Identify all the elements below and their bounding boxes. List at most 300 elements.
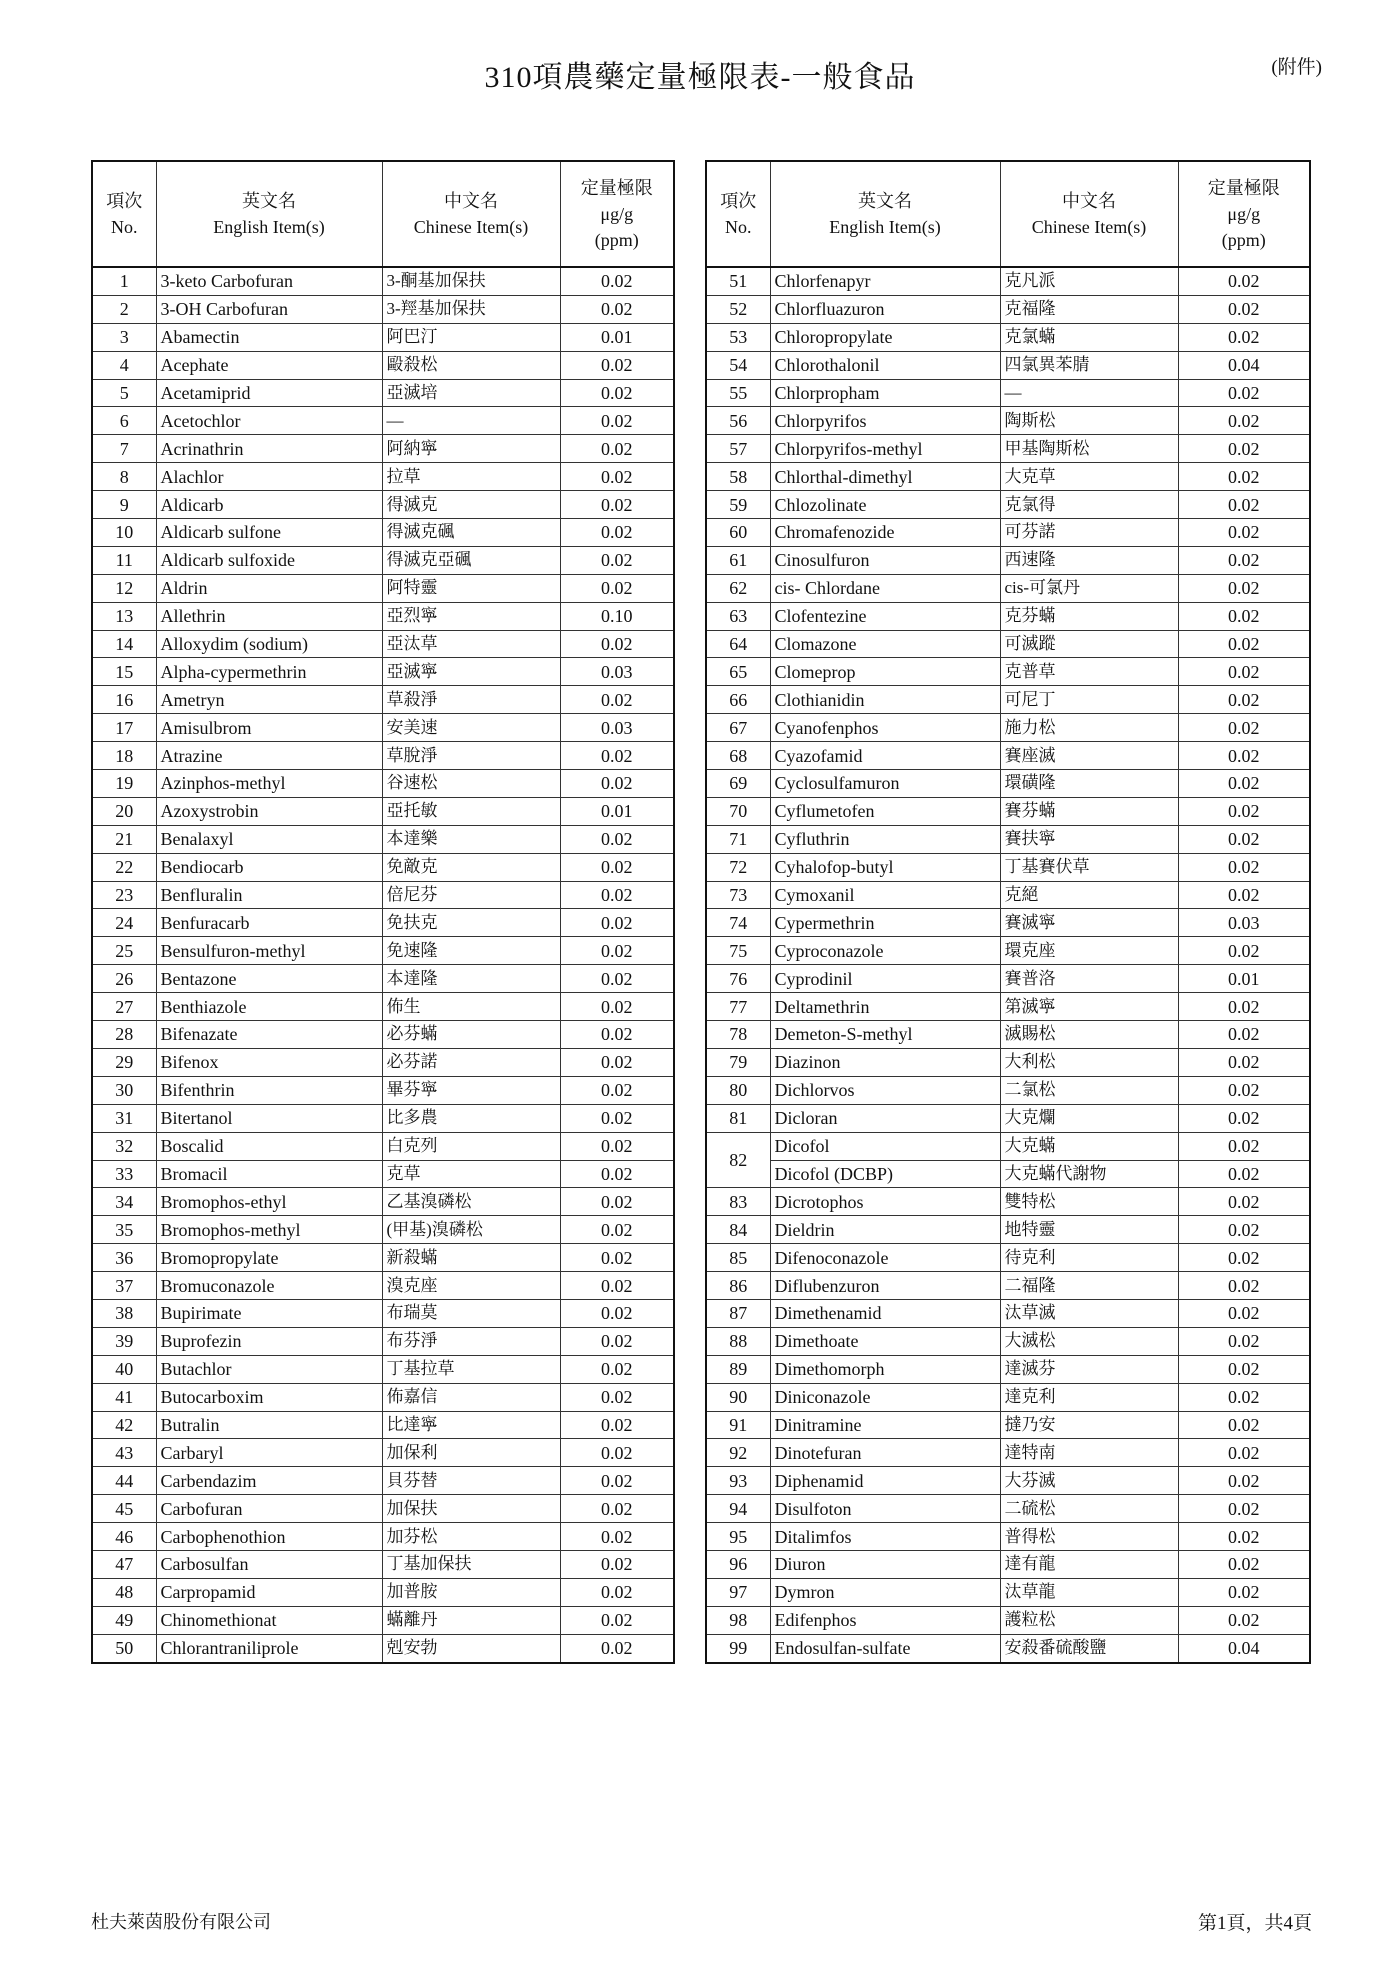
chinese-name: 草殺淨 [382, 686, 560, 714]
chinese-name: cis-可氯丹 [1000, 574, 1178, 602]
quantitation-limit: 0.02 [1178, 435, 1310, 463]
chinese-name: 必芬蟎 [382, 1021, 560, 1049]
table-row [706, 630, 1310, 658]
chinese-name: 達有龍 [1000, 1550, 1178, 1578]
row-number: 31 [92, 1104, 156, 1132]
english-name: Dieldrin [770, 1216, 1000, 1244]
row-number: 18 [92, 742, 156, 770]
header-chinese: 中文名 Chinese Item(s) [382, 161, 560, 267]
quantitation-limit: 0.02 [560, 1550, 674, 1578]
quantitation-limit: 0.02 [560, 1160, 674, 1188]
chinese-name: 免速隆 [382, 937, 560, 965]
quantitation-limit: 0.02 [1178, 742, 1310, 770]
table-row [706, 770, 1310, 798]
row-number: 61 [706, 546, 770, 574]
chinese-name: 3-酮基加保扶 [382, 267, 560, 295]
english-name: Demeton-S-methyl [770, 1021, 1000, 1049]
quantitation-limit: 0.02 [1178, 1272, 1310, 1300]
chinese-name: 克芬蟎 [1000, 602, 1178, 630]
table-row [706, 1104, 1310, 1132]
quantitation-limit: 0.02 [560, 407, 674, 435]
quantitation-limit: 0.02 [560, 1188, 674, 1216]
quantitation-limit: 0.02 [1178, 797, 1310, 825]
quantitation-limit: 0.02 [1178, 1523, 1310, 1551]
table-row [706, 1355, 1310, 1383]
row-number: 77 [706, 993, 770, 1021]
chinese-name: 克普草 [1000, 658, 1178, 686]
english-name: Dicofol (DCBP) [770, 1160, 1000, 1188]
quantitation-limit: 0.02 [1178, 546, 1310, 574]
table-row [706, 1439, 1310, 1467]
quantitation-limit: 0.02 [1178, 295, 1310, 323]
chinese-name: 加保扶 [382, 1495, 560, 1523]
quantitation-limit: 0.02 [1178, 1495, 1310, 1523]
table-row [706, 1634, 1310, 1662]
english-name: Butocarboxim [156, 1383, 382, 1411]
row-number: 14 [92, 630, 156, 658]
table-row [706, 1383, 1310, 1411]
table-row [92, 853, 674, 881]
header-chinese: 中文名 Chinese Item(s) [1000, 161, 1178, 267]
english-name: Chlorpropham [770, 379, 1000, 407]
row-number: 26 [92, 965, 156, 993]
table-row [92, 602, 674, 630]
row-number: 4 [92, 351, 156, 379]
row-number: 44 [92, 1467, 156, 1495]
row-number: 88 [706, 1327, 770, 1355]
chinese-name: 可滅蹤 [1000, 630, 1178, 658]
quantitation-limit: 0.02 [1178, 1188, 1310, 1216]
quantitation-limit: 0.02 [560, 686, 674, 714]
quantitation-limit: 0.02 [560, 1216, 674, 1244]
quantitation-limit: 0.03 [560, 714, 674, 742]
chinese-name: 環克座 [1000, 937, 1178, 965]
quantitation-limit: 0.02 [560, 1606, 674, 1634]
table-row [92, 965, 674, 993]
row-number: 20 [92, 797, 156, 825]
english-name: Carbophenothion [156, 1523, 382, 1551]
chinese-name: 賽扶寧 [1000, 825, 1178, 853]
table-row [706, 435, 1310, 463]
chinese-name: 大芬滅 [1000, 1467, 1178, 1495]
english-name: Bensulfuron-methyl [156, 937, 382, 965]
table-row [92, 407, 674, 435]
page-title: 310項農藥定量極限表-一般食品 [484, 61, 916, 94]
table-row [706, 519, 1310, 547]
table-row [706, 351, 1310, 379]
english-name: Abamectin [156, 323, 382, 351]
english-name: Alachlor [156, 463, 382, 491]
english-name: Benfluralin [156, 881, 382, 909]
table-header-row [92, 161, 674, 267]
english-name: Diniconazole [770, 1383, 1000, 1411]
table-row [92, 1411, 674, 1439]
row-number: 56 [706, 407, 770, 435]
table-row [706, 295, 1310, 323]
english-name: Bifenthrin [156, 1076, 382, 1104]
english-name: Bromophos-ethyl [156, 1188, 382, 1216]
chinese-name: 雙特松 [1000, 1188, 1178, 1216]
chinese-name: 亞烈寧 [382, 602, 560, 630]
chinese-name: 達滅芬 [1000, 1355, 1178, 1383]
english-name: Cyclosulfamuron [770, 770, 1000, 798]
quantitation-limit: 0.02 [1178, 630, 1310, 658]
footer-page-number: 第1頁，共4頁 [1197, 1913, 1312, 1934]
quantitation-limit: 0.02 [1178, 1021, 1310, 1049]
table-row [92, 1634, 674, 1662]
english-name: Bupirimate [156, 1299, 382, 1327]
english-name: Cyflumetofen [770, 797, 1000, 825]
left-table-body [92, 267, 674, 1663]
chinese-name: 可尼丁 [1000, 686, 1178, 714]
table-row [706, 658, 1310, 686]
quantitation-limit: 0.02 [560, 1076, 674, 1104]
chinese-name: 加芬松 [382, 1523, 560, 1551]
row-number: 43 [92, 1439, 156, 1467]
row-number: 76 [706, 965, 770, 993]
chinese-name: 丁基賽伏草 [1000, 853, 1178, 881]
right-table-body [706, 267, 1310, 1663]
english-name: Aldicarb sulfoxide [156, 546, 382, 574]
row-number: 96 [706, 1550, 770, 1578]
row-number: 5 [92, 379, 156, 407]
table-row [706, 1244, 1310, 1272]
english-name: Dimethenamid [770, 1299, 1000, 1327]
row-number: 52 [706, 295, 770, 323]
english-name: Bifenazate [156, 1021, 382, 1049]
english-name: Carbosulfan [156, 1550, 382, 1578]
row-number: 84 [706, 1216, 770, 1244]
quantitation-limit: 0.02 [560, 379, 674, 407]
row-number: 63 [706, 602, 770, 630]
english-name: Chlorfenapyr [770, 267, 1000, 295]
header-limit: 定量極限 μg/g (ppm) [1178, 161, 1310, 267]
quantitation-limit: 0.02 [560, 853, 674, 881]
english-name: Edifenphos [770, 1606, 1000, 1634]
chinese-name: 本達隆 [382, 965, 560, 993]
quantitation-limit: 0.02 [1178, 1606, 1310, 1634]
english-name: cis- Chlordane [770, 574, 1000, 602]
row-number: 53 [706, 323, 770, 351]
quantitation-limit: 0.02 [1178, 1355, 1310, 1383]
row-number: 34 [92, 1188, 156, 1216]
english-name: Aldicarb [156, 491, 382, 519]
chinese-name: 大克草 [1000, 463, 1178, 491]
english-name: Dymron [770, 1578, 1000, 1606]
english-name: Chlorantraniliprole [156, 1634, 382, 1662]
chinese-name: 普得松 [1000, 1523, 1178, 1551]
table-row [92, 937, 674, 965]
chinese-name: 蟎離丹 [382, 1606, 560, 1634]
chinese-name: 布瑞莫 [382, 1299, 560, 1327]
row-number: 91 [706, 1411, 770, 1439]
quantitation-limit: 0.01 [1178, 965, 1310, 993]
english-name: Chlozolinate [770, 491, 1000, 519]
table-row [706, 1327, 1310, 1355]
chinese-name: 大克蟎 [1000, 1132, 1178, 1160]
chinese-name: 佈生 [382, 993, 560, 1021]
table-row [706, 1467, 1310, 1495]
row-number: 72 [706, 853, 770, 881]
row-number: 29 [92, 1048, 156, 1076]
chinese-name: 得滅克 [382, 491, 560, 519]
row-number: 19 [92, 770, 156, 798]
quantitation-limit: 0.02 [1178, 1299, 1310, 1327]
table-row [92, 1606, 674, 1634]
right-table-container [705, 160, 1311, 1664]
english-name: Clothianidin [770, 686, 1000, 714]
row-number: 11 [92, 546, 156, 574]
row-number: 83 [706, 1188, 770, 1216]
header-english: 英文名 English Item(s) [156, 161, 382, 267]
table-row [706, 965, 1310, 993]
chinese-name: 溴克座 [382, 1272, 560, 1300]
quantitation-limit: 0.02 [1178, 825, 1310, 853]
table-row [92, 323, 674, 351]
english-name: Cypermethrin [770, 909, 1000, 937]
chinese-name: 可芬諾 [1000, 519, 1178, 547]
row-number: 78 [706, 1021, 770, 1049]
quantitation-limit: 0.02 [1178, 519, 1310, 547]
row-number: 37 [92, 1272, 156, 1300]
quantitation-limit: 0.02 [1178, 881, 1310, 909]
chinese-name: 免敵克 [382, 853, 560, 881]
quantitation-limit: 0.03 [560, 658, 674, 686]
english-name: Aldicarb sulfone [156, 519, 382, 547]
quantitation-limit: 0.02 [560, 519, 674, 547]
row-number: 68 [706, 742, 770, 770]
english-name: Ametryn [156, 686, 382, 714]
row-number: 45 [92, 1495, 156, 1523]
table-row [706, 1299, 1310, 1327]
quantitation-limit: 0.02 [1178, 1216, 1310, 1244]
table-row [92, 1439, 674, 1467]
row-number: 28 [92, 1021, 156, 1049]
chinese-name: 克福隆 [1000, 295, 1178, 323]
row-number: 6 [92, 407, 156, 435]
row-number: 54 [706, 351, 770, 379]
row-number: 35 [92, 1216, 156, 1244]
table-row [706, 937, 1310, 965]
quantitation-limit: 0.02 [560, 937, 674, 965]
table-row [706, 1523, 1310, 1551]
table-row [706, 881, 1310, 909]
english-name: Benalaxyl [156, 825, 382, 853]
table-row [92, 658, 674, 686]
quantitation-limit: 0.02 [560, 1048, 674, 1076]
table-row [92, 351, 674, 379]
chinese-name: 加普胺 [382, 1578, 560, 1606]
row-number: 15 [92, 658, 156, 686]
table-row [92, 742, 674, 770]
chinese-name: 護粒松 [1000, 1606, 1178, 1634]
english-name: Carbofuran [156, 1495, 382, 1523]
table-row [706, 1411, 1310, 1439]
row-number: 82 [706, 1132, 770, 1188]
chinese-name: 本達樂 [382, 825, 560, 853]
chinese-name: 地特靈 [1000, 1216, 1178, 1244]
chinese-name: 加保利 [382, 1439, 560, 1467]
english-name: Benfuracarb [156, 909, 382, 937]
english-name: Dichlorvos [770, 1076, 1000, 1104]
english-name: Acephate [156, 351, 382, 379]
row-number: 74 [706, 909, 770, 937]
english-name: Dicrotophos [770, 1188, 1000, 1216]
row-number: 10 [92, 519, 156, 547]
quantitation-limit: 0.02 [560, 881, 674, 909]
quantitation-limit: 0.02 [560, 1244, 674, 1272]
english-name: Cinosulfuron [770, 546, 1000, 574]
quantitation-limit: 0.02 [1178, 686, 1310, 714]
quantitation-limit: 0.02 [1178, 1132, 1310, 1160]
quantitation-limit: 0.02 [560, 825, 674, 853]
english-name: Acrinathrin [156, 435, 382, 463]
english-name: Cyfluthrin [770, 825, 1000, 853]
row-number: 40 [92, 1355, 156, 1383]
chinese-name: 賽芬蟎 [1000, 797, 1178, 825]
english-name: Difenoconazole [770, 1244, 1000, 1272]
english-name: Acetamiprid [156, 379, 382, 407]
english-name: Benthiazole [156, 993, 382, 1021]
footer-company: 杜夫萊茵股份有限公司 [91, 1912, 271, 1933]
row-number: 90 [706, 1383, 770, 1411]
row-number: 89 [706, 1355, 770, 1383]
chinese-name: 大滅松 [1000, 1327, 1178, 1355]
english-name: Endosulfan-sulfate [770, 1634, 1000, 1662]
table-row [92, 1021, 674, 1049]
chinese-name: 陶斯松 [1000, 407, 1178, 435]
table-row [92, 1495, 674, 1523]
english-name: Cymoxanil [770, 881, 1000, 909]
table-row [92, 909, 674, 937]
row-number: 48 [92, 1578, 156, 1606]
table-row [706, 546, 1310, 574]
quantitation-limit: 0.02 [1178, 937, 1310, 965]
english-name: Diazinon [770, 1048, 1000, 1076]
quantitation-limit: 0.03 [1178, 909, 1310, 937]
quantitation-limit: 0.02 [560, 630, 674, 658]
quantitation-limit: 0.02 [1178, 1244, 1310, 1272]
quantitation-limit: 0.02 [1178, 574, 1310, 602]
table-row [706, 323, 1310, 351]
quantitation-limit: 0.02 [560, 742, 674, 770]
row-number: 85 [706, 1244, 770, 1272]
chinese-name: 撻乃安 [1000, 1411, 1178, 1439]
english-name: Boscalid [156, 1132, 382, 1160]
table-row [92, 1188, 674, 1216]
row-number: 36 [92, 1244, 156, 1272]
table-row [706, 1021, 1310, 1049]
english-name: Cyazofamid [770, 742, 1000, 770]
row-number: 66 [706, 686, 770, 714]
table-row [706, 1188, 1310, 1216]
row-number: 50 [92, 1634, 156, 1662]
english-name: Bitertanol [156, 1104, 382, 1132]
english-name: Allethrin [156, 602, 382, 630]
english-name: Azinphos-methyl [156, 770, 382, 798]
chinese-name: (甲基)溴磷松 [382, 1216, 560, 1244]
chinese-name: 二氯松 [1000, 1076, 1178, 1104]
table-row [706, 1550, 1310, 1578]
english-name: Alloxydim (sodium) [156, 630, 382, 658]
english-name: Cyanofenphos [770, 714, 1000, 742]
english-name: Chlorpyrifos [770, 407, 1000, 435]
quantitation-limit: 0.02 [1178, 1578, 1310, 1606]
chinese-name: 布芬淨 [382, 1327, 560, 1355]
table-row [92, 519, 674, 547]
row-number: 62 [706, 574, 770, 602]
chinese-name: 比達寧 [382, 1411, 560, 1439]
row-number: 24 [92, 909, 156, 937]
table-row [92, 825, 674, 853]
chinese-name: 克凡派 [1000, 267, 1178, 295]
left-table-container [91, 160, 675, 1664]
table-row [92, 881, 674, 909]
header-no: 項次 No. [706, 161, 770, 267]
english-name: Carbendazim [156, 1467, 382, 1495]
row-number: 67 [706, 714, 770, 742]
english-name: Aldrin [156, 574, 382, 602]
row-number: 87 [706, 1299, 770, 1327]
chinese-name: 安殺番硫酸鹽 [1000, 1634, 1178, 1662]
table-row [706, 463, 1310, 491]
quantitation-limit: 0.02 [1178, 770, 1310, 798]
english-name: Bromuconazole [156, 1272, 382, 1300]
quantitation-limit: 0.02 [1178, 1439, 1310, 1467]
row-number: 47 [92, 1550, 156, 1578]
quantitation-limit: 0.02 [1178, 658, 1310, 686]
chinese-name: 阿巴汀 [382, 323, 560, 351]
quantitation-limit: 0.02 [1178, 602, 1310, 630]
english-name: Bromopropylate [156, 1244, 382, 1272]
table-row [92, 770, 674, 798]
table-row [706, 909, 1310, 937]
table-row [92, 1383, 674, 1411]
chinese-name: 貝芬替 [382, 1467, 560, 1495]
english-name: Clomazone [770, 630, 1000, 658]
row-number: 1 [92, 267, 156, 295]
row-number: 81 [706, 1104, 770, 1132]
quantitation-limit: 0.02 [560, 1467, 674, 1495]
chinese-name: 3-羥基加保扶 [382, 295, 560, 323]
quantitation-limit: 0.02 [1178, 1550, 1310, 1578]
quantitation-limit: 0.02 [560, 463, 674, 491]
quantitation-limit: 0.02 [1178, 267, 1310, 295]
chinese-name: 達特南 [1000, 1439, 1178, 1467]
row-number: 98 [706, 1606, 770, 1634]
table-row [706, 1495, 1310, 1523]
english-name: 3-keto Carbofuran [156, 267, 382, 295]
quantitation-limit: 0.02 [1178, 1467, 1310, 1495]
chinese-name: 大克蟎代謝物 [1000, 1160, 1178, 1188]
english-name: Dimethomorph [770, 1355, 1000, 1383]
english-name: Amisulbrom [156, 714, 382, 742]
chinese-name: 賽普洛 [1000, 965, 1178, 993]
table-row [92, 686, 674, 714]
english-name: Azoxystrobin [156, 797, 382, 825]
table-row [706, 1578, 1310, 1606]
quantitation-limit: 0.02 [560, 1299, 674, 1327]
chinese-name: 達克利 [1000, 1383, 1178, 1411]
english-name: 3-OH Carbofuran [156, 295, 382, 323]
quantitation-limit: 0.02 [560, 1355, 674, 1383]
table-row [92, 1244, 674, 1272]
quantitation-limit: 0.02 [560, 1411, 674, 1439]
header-no: 項次 No. [92, 161, 156, 267]
row-number: 46 [92, 1523, 156, 1551]
table-row [92, 491, 674, 519]
left-limits-table [91, 160, 675, 1664]
